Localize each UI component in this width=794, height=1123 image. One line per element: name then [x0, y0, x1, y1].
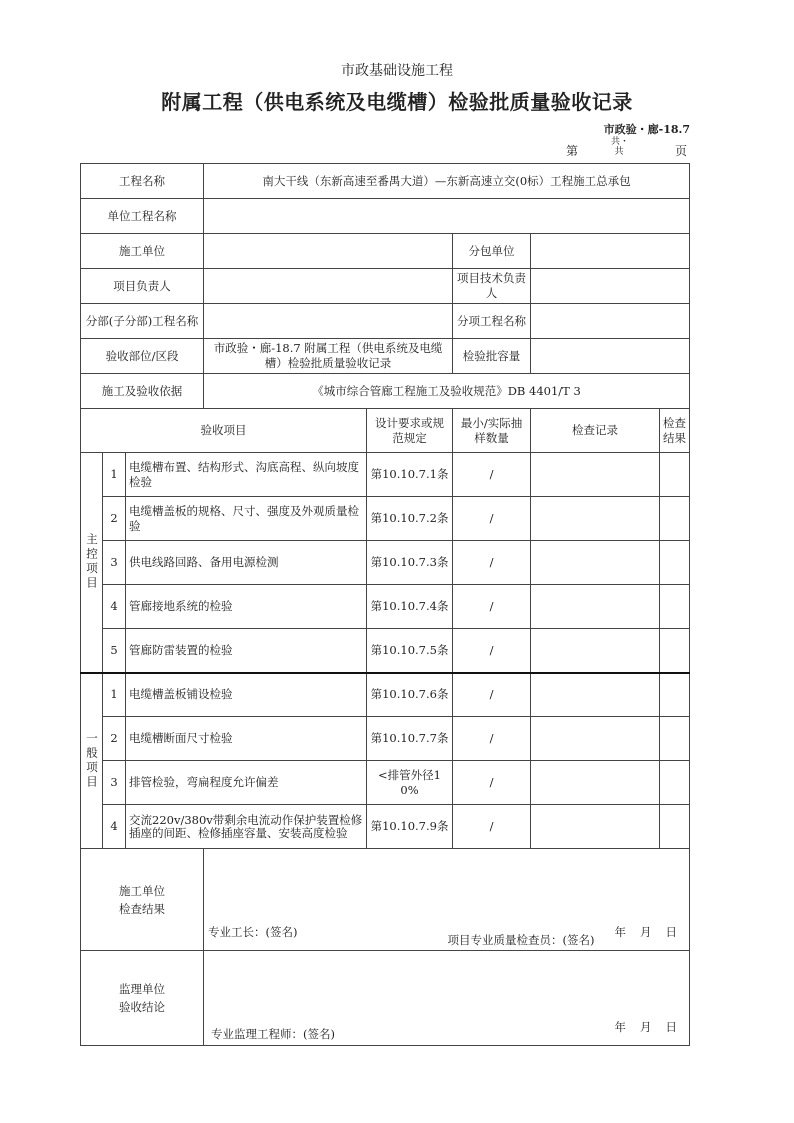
unit-project-value[interactable]	[204, 199, 690, 234]
item-number: 4	[103, 585, 126, 629]
header-subtitle: 市政基础设施工程	[341, 63, 453, 79]
item-spec: 第10.10.7.1条	[367, 453, 453, 497]
contractor-result-label: 施工单位检查结果	[81, 849, 204, 951]
main-group-label: 主控项目	[81, 453, 103, 673]
table-row	[81, 673, 690, 717]
sub-item-value[interactable]	[531, 304, 690, 339]
table-row	[81, 497, 690, 541]
form-code: 市政验・廊-18.7	[603, 123, 690, 136]
item-sample[interactable]: /	[453, 805, 531, 849]
table-row	[81, 805, 690, 849]
item-spec: 第10.10.7.4条	[367, 585, 453, 629]
basis-value[interactable]: 《城市综合管廊工程施工及验收规范》DB 4401/T 3	[204, 374, 690, 409]
capacity-value[interactable]	[531, 339, 690, 374]
table-row	[81, 453, 690, 497]
column-item: 验收项目	[81, 409, 367, 453]
item-sample[interactable]: /	[453, 717, 531, 761]
subcontractor-label: 分包单位	[453, 234, 531, 269]
location-label: 验收部位/区段	[81, 339, 204, 374]
item-text: 管廊防雷装置的检验	[126, 629, 367, 673]
supervision-engineer-signature[interactable]: 专业监理工程师：(签名)	[211, 1027, 336, 1041]
item-number: 3	[103, 761, 126, 805]
item-result[interactable]	[660, 805, 690, 849]
item-record[interactable]	[531, 453, 660, 497]
item-result[interactable]	[660, 717, 690, 761]
item-sample[interactable]: /	[453, 761, 531, 805]
item-sample[interactable]: /	[453, 541, 531, 585]
quality-inspector-signature[interactable]: 项目专业质量检查员：(签名)	[447, 933, 595, 947]
page-number-prefix: 第	[566, 144, 579, 158]
supervisor-date[interactable]: 年 月 日	[614, 1020, 678, 1034]
item-record[interactable]	[531, 585, 660, 629]
item-spec: <排管外径10%	[367, 761, 453, 805]
basis-label: 施工及验收依据	[81, 374, 204, 409]
item-result[interactable]	[660, 453, 690, 497]
item-record[interactable]	[531, 805, 660, 849]
item-sample[interactable]: /	[453, 497, 531, 541]
general-group-label: 一般项目	[81, 673, 103, 849]
item-text: 电缆槽断面尺寸检验	[126, 717, 367, 761]
unit-project-label: 单位工程名称	[81, 199, 204, 234]
item-sample[interactable]: /	[453, 629, 531, 673]
tech-lead-label: 项目技术负责人	[453, 269, 531, 304]
page-total-label: 共・ 共	[611, 137, 630, 157]
project-manager-value[interactable]	[204, 269, 453, 304]
tech-lead-value[interactable]	[531, 269, 690, 304]
item-sample[interactable]: /	[453, 585, 531, 629]
item-spec: 第10.10.7.7条	[367, 717, 453, 761]
item-spec: 第10.10.7.3条	[367, 541, 453, 585]
item-number: 3	[103, 541, 126, 585]
contractor-date[interactable]: 年 月 日	[614, 925, 678, 939]
item-spec: 第10.10.7.6条	[367, 673, 453, 717]
column-design: 设计要求或规范规定	[367, 409, 453, 453]
item-number: 1	[103, 453, 126, 497]
sub-division-value[interactable]	[204, 304, 453, 339]
item-result[interactable]	[660, 497, 690, 541]
inspection-form-table	[80, 163, 690, 1046]
item-text: 管廊接地系统的检验	[126, 585, 367, 629]
project-name-label: 工程名称	[81, 164, 204, 199]
item-number: 2	[103, 717, 126, 761]
contractor-value[interactable]	[204, 234, 453, 269]
item-result[interactable]	[660, 629, 690, 673]
item-sample[interactable]: /	[453, 673, 531, 717]
column-result: 检查结果	[660, 409, 690, 453]
item-result[interactable]	[660, 761, 690, 805]
table-row	[81, 585, 690, 629]
item-record[interactable]	[531, 629, 660, 673]
item-text: 电缆槽布置、结构形式、沟底高程、纵向坡度检验	[126, 453, 367, 497]
item-result[interactable]	[660, 673, 690, 717]
sub-division-label: 分部(子分部)工程名称	[81, 304, 204, 339]
project-name-value[interactable]: 南大干线（东新高速至番禺大道）—东新高速立交(0标）工程施工总承包	[204, 164, 690, 199]
item-sample[interactable]: /	[453, 453, 531, 497]
item-record[interactable]	[531, 761, 660, 805]
supervisor-conclusion-label: 监理单位验收结论	[81, 951, 204, 1046]
column-sample: 最小/实际抽样数量	[453, 409, 531, 453]
subcontractor-value[interactable]	[531, 234, 690, 269]
item-record[interactable]	[531, 541, 660, 585]
supervisor-signoff-area[interactable]	[204, 951, 690, 1046]
contractor-signoff-area[interactable]	[204, 849, 690, 951]
sub-item-label: 分项工程名称	[453, 304, 531, 339]
item-text: 排管检验，弯扁程度允许偏差	[126, 761, 367, 805]
table-row	[81, 717, 690, 761]
item-record[interactable]	[531, 717, 660, 761]
capacity-label: 检验批容量	[453, 339, 531, 374]
item-spec: 第10.10.7.2条	[367, 497, 453, 541]
location-value[interactable]: 市政验・廊-18.7 附属工程（供电系统及电缆槽）检验批质量验收记录	[204, 339, 453, 374]
contractor-label: 施工单位	[81, 234, 204, 269]
table-row	[81, 761, 690, 805]
project-manager-label: 项目负责人	[81, 269, 204, 304]
item-number: 4	[103, 805, 126, 849]
table-row	[81, 629, 690, 673]
column-record: 检查记录	[531, 409, 660, 453]
table-row	[81, 541, 690, 585]
item-text: 电缆槽盖板的规格、尺寸、强度及外观质量检验	[126, 497, 367, 541]
item-record[interactable]	[531, 673, 660, 717]
item-result[interactable]	[660, 585, 690, 629]
foreman-signature[interactable]: 专业工长：(签名)	[208, 925, 298, 939]
item-record[interactable]	[531, 497, 660, 541]
item-number: 5	[103, 629, 126, 673]
item-text: 电缆槽盖板铺设检验	[126, 673, 367, 717]
item-spec: 第10.10.7.5条	[367, 629, 453, 673]
item-text: 交流220v/380v带剩余电流动作保护装置检修插座的间距、检修插座容量、安装高度检验	[126, 805, 367, 849]
page-number-suffix: 页	[675, 144, 688, 158]
item-result[interactable]	[660, 541, 690, 585]
item-number: 1	[103, 673, 126, 717]
item-spec: 第10.10.7.9条	[367, 805, 453, 849]
item-number: 2	[103, 497, 126, 541]
page-title: 附属工程（供电系统及电缆槽）检验批质量验收记录	[161, 90, 633, 114]
item-text: 供电线路回路、备用电源检测	[126, 541, 367, 585]
